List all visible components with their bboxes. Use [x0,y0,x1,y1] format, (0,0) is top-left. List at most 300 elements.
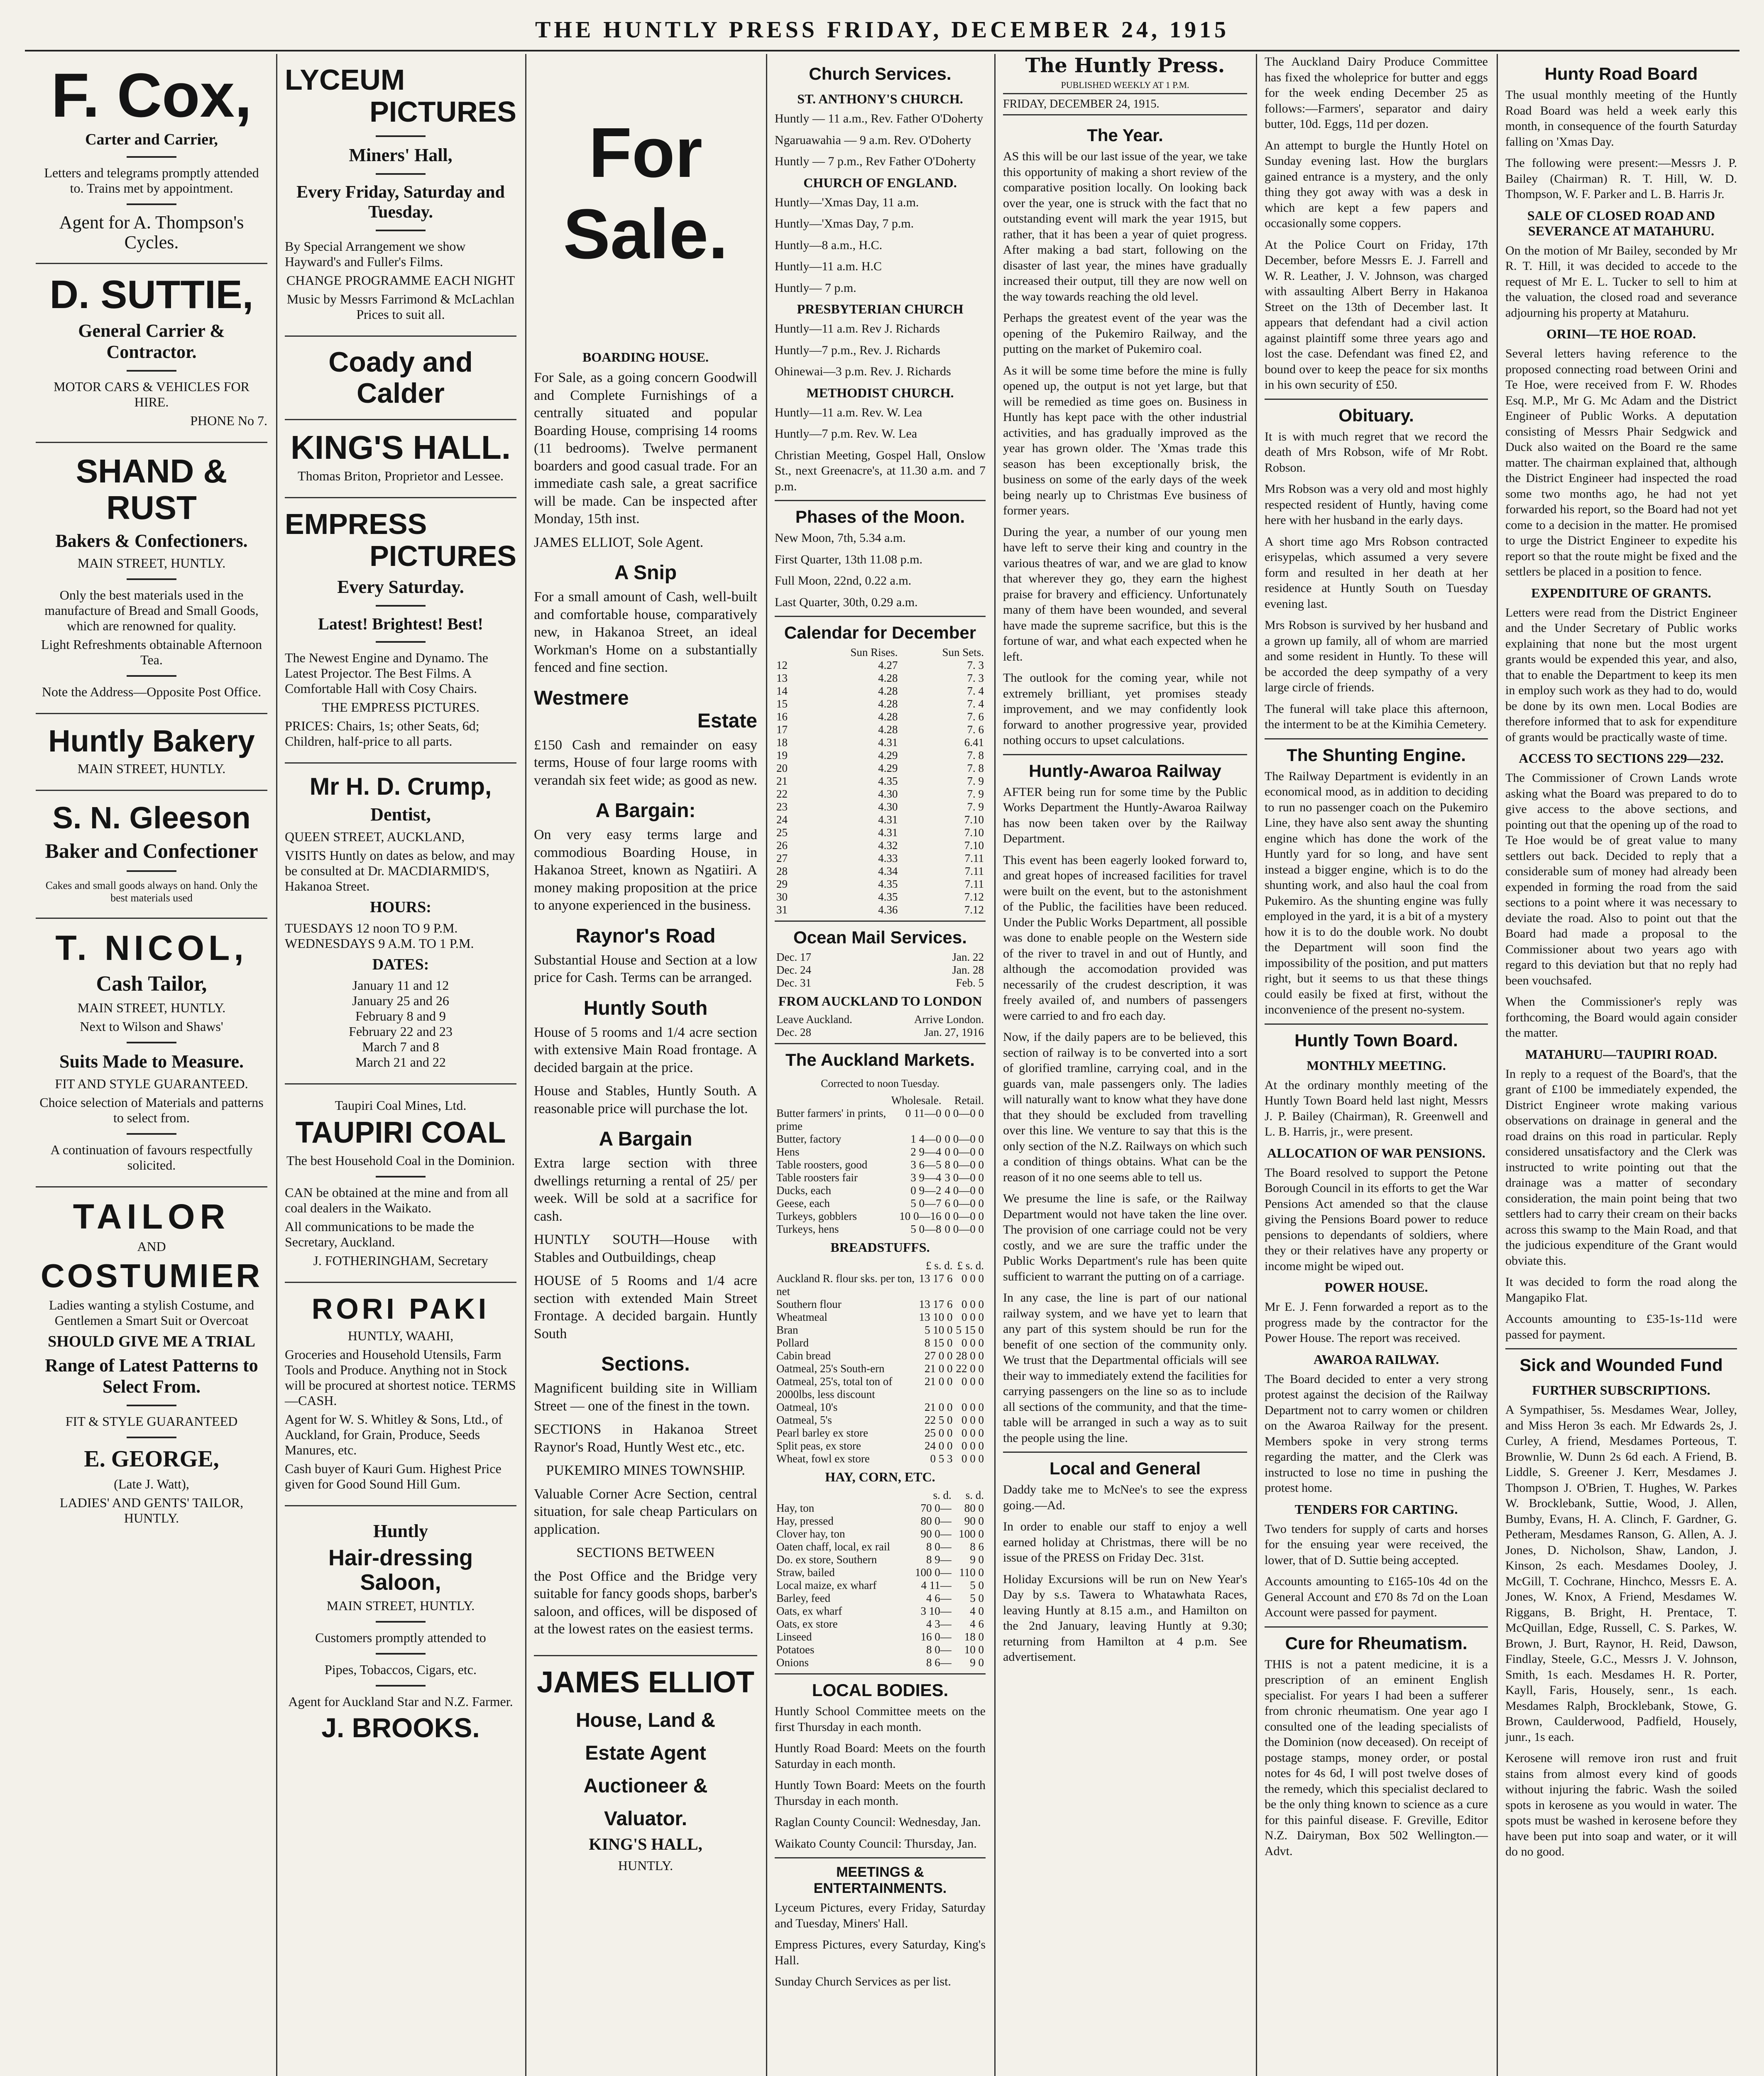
table-cell: Southern flour [776,1298,842,1310]
ad-title: RORI PAKI [311,1292,490,1325]
table-cell: 4.29 [878,749,898,761]
column-header: Arrive London. [914,1013,984,1026]
ad-text: Next to Wilson and Shaws' [80,1018,223,1034]
ad-text: Ladies wanting a stylish Costume, and Gentlemen a Smart Suit or Overcoat [49,1298,254,1328]
table-cell: 4.31 [878,826,898,839]
table-cell: 4.34 [878,865,898,877]
ad-title: J. BROOKS. [321,1712,480,1743]
table-cell: 0 0 0 [962,1452,984,1465]
table-cell: Wheatmeal [776,1311,827,1323]
table-cell: Onions [776,1656,809,1669]
table-cell: 70 0— [920,1502,952,1514]
sub-heading: MONTHLY MEETING. [1306,1058,1446,1073]
article-paragraph: The following were present:—Messrs J. P. Bailey (Chairman) R. T. Hill, W. D. Thompson, W. F. Parker and L. B. Harris Jr. [1505,156,1737,201]
table-cell: Barley, feed [776,1592,831,1604]
ad-kings-hall [285,420,516,498]
sub-heading: FURTHER SUBSCRIPTIONS. [1532,1383,1710,1398]
table-cell: 7. 4 [967,685,984,697]
table-cell: 27 0 0 [925,1349,953,1362]
table-cell: Ducks, each [776,1184,831,1197]
sub-heading: ALLOCATION OF WAR PENSIONS. [1267,1145,1485,1160]
article-paragraph: Now, if the daily papers are to be believed, this section of railway is to be converted into a sort of glorified tramline, carrying coal, and in the guards van, male passengers only. The ladies will naturally want to know what they have done that they should be excluded from travelling over this line. We venture to say that this is the only section of the N.Z. Railways on which such a condition of things obtains. What can be the reason of it no one seems able to tell us. [1003,1030,1247,1184]
table-cell: 7.11 [964,865,984,877]
article-paragraph: The Auckland Dairy Produce Committee has fixed the wholeprice for butter and eggs for the week ending December 25 as follows:—Farmers', separator and dairy butter, 10d. Eggs, 11d per dozen. [1265,55,1488,131]
article-paragraph: It is with much regret that we record the death of Mrs Robson, wife of Mr Robt. Robson. [1265,429,1488,475]
table-cell: 100 0— [915,1566,952,1579]
table-cell: Dec. 24 [776,964,811,976]
ad-text: Latest! Brightest! Best! [318,614,483,633]
table-cell: Dec. 17 [776,951,811,963]
table-row [775,672,986,685]
table-cell: 4 6— [926,1592,952,1604]
table-row [775,1528,986,1540]
listing-heading: Huntly South [583,997,708,1019]
article-paragraph: Mr E. J. Fenn forwarded a report as to the progress made by the contractor for the Power House. The report was received. [1265,1300,1488,1345]
ad-subtitle: Dentist, [370,804,431,825]
table-cell: 8 0— [926,1643,952,1656]
table-cell: 4.29 [878,762,898,774]
table-cell: Clover hay, ton [776,1528,845,1540]
ad-text: PRICES: Chairs, 1s; other Seats, 6d; Children, half-price to all parts. [285,718,480,749]
notice-line: First Quarter, 13th 11.08 p.m. [775,552,922,566]
notice-line: Ohinewai—3 p.m. Rev. J. Richards [775,365,951,378]
ad-text: Music by Messrs Farrimond & McLachlan Prices to suit all. [286,291,515,322]
ad-title: S. N. Gleeson [52,800,251,835]
table-cell: 7. 4 [967,698,984,710]
table-cell: 0 11—0 [905,1107,942,1119]
table-row [775,762,986,775]
article-paragraph: The Railway Department is evidently in an economical mood, as in addition to deciding to run no passenger coach on the Pukemiro Line, they have also sent away the shunting engine which has done the work of the Huntly yard for so long, and have sent instead a bigger engine, which is to do the shunting work, and also haul the coal from Pukemiro. As the shunting engine was fully employed in the yard, it is a bit of a mystery how it is to do the double work. No doubt the Department will soon find the impossibility of the position, and put matters right, but it seems to us that these things could easily be fixed at first, without the inconvenience of the present no-system. [1265,769,1488,1016]
table-cell: 29 [776,878,788,890]
table-row [775,1094,986,1107]
table-cell: 4.28 [878,672,898,684]
article-paragraph: Mrs Robson was a very old and most highly respected resident of Huntly, having come here with her husband in the early days. [1265,482,1488,527]
column-rule [1497,54,1498,2076]
table-row [775,698,986,710]
table-cell: 7.12 [964,903,984,916]
listing-text: JAMES ELLIOT, Sole Agent. [534,534,704,550]
table-cell: Straw, bailed [776,1566,835,1579]
listing-text: Valuable Corner Acre Section, central situation, for sale cheap Particulars on application. [534,1486,757,1537]
notice-line: Raglan County Council: Wednesday, Jan. [775,1815,981,1829]
column-5-editorial [996,54,1254,2076]
sub-heading: MATAHURU—TAUPIRI ROAD. [1525,1046,1718,1062]
column-4-notices [768,54,992,2076]
table-row [775,1362,986,1375]
article-paragraph: Daddy take me to McNee's to see the express going.—Ad. [1003,1483,1247,1512]
table-cell: 4.33 [878,852,898,864]
column-header: Sun Sets. [942,646,984,659]
table-cell: 4.31 [878,736,898,749]
table-cell: 0 0 0 [962,1375,984,1388]
table-row [775,1452,986,1465]
listing-text: PUKEMIRO MINES TOWNSHIP. [546,1463,745,1478]
ad-text: Valuator. [604,1807,687,1830]
ad-text: SHOULD GIVE ME A TRIAL [48,1333,255,1351]
table-row [775,710,986,723]
ad-text: MAIN STREET, HUNTLY. [77,761,226,776]
ad-title: E. GEORGE, [84,1446,219,1472]
article-paragraph: Perhaps the greatest event of the year was the opening of the Pukemiro Railway, and the putting on the market of Pukemiro coal. [1003,311,1247,356]
paper-title: The Huntly Press. [1025,54,1225,77]
table-row [775,1414,986,1427]
ad-text: Cash buyer of Kauri Gum. Highest Price given for Good Sound Hill Gum. [285,1461,502,1491]
table-cell: 80 0— [920,1515,952,1527]
ad-text: Only the best materials used in the manufacture of Bread and Small Goods, which are renowned for quality. [44,587,259,633]
table-row [775,1197,986,1210]
table-cell: Table roosters fair [776,1171,858,1184]
table-row [775,685,986,698]
table-cell: 28 [776,865,788,877]
table-row [775,1553,986,1566]
ad-subtitle: Cash Tailor, [96,972,207,996]
ad-crump [285,764,516,1085]
table-cell: 3 0—0 0 [944,1171,984,1184]
table-cell: Feb. 5 [956,977,984,989]
column-3-for-sale [527,54,764,2076]
divider [376,641,426,643]
column-rule [766,54,767,2076]
table-cell: 10 0 [964,1643,984,1656]
ad-text: Suits Made to Measure. [59,1051,244,1072]
table-cell: 4 11— [921,1579,952,1591]
notice-line: Huntly—'Xmas Day, 11 a.m. [775,195,919,209]
table-cell: 0 0—0 0 [944,1133,984,1145]
ad-text: THE EMPRESS PICTURES. [322,699,480,715]
table-cell: £ s. d. [925,1259,953,1272]
ad-text: (Late J. Watt), [114,1476,189,1492]
article-heading: Sick and Wounded Fund [1505,1348,1737,1378]
table-row [775,1630,986,1643]
divider [127,203,176,205]
table-cell: 0 0—0 0 [944,1107,984,1119]
table-row [775,1540,986,1553]
table-cell: 17 [776,723,788,736]
table-cell: 24 [776,813,788,826]
table-cell: 80 0 [964,1502,984,1514]
table-cell: 4.28 [878,698,898,710]
sub-heading: ORINI—TE HOE ROAD. [1546,326,1696,341]
article-heading: The Shunting Engine. [1265,738,1488,769]
article-paragraph: Two tenders for supply of carts and horses for the ensuing year were received, the lower, that of D. Suttie being accepted. [1265,1522,1488,1567]
listing-text: Magnificent building site in William Street — one of the finest in the town. [534,1381,757,1414]
ad-text: Customers promptly attended to [315,1630,486,1645]
divider [127,1405,176,1406]
markets-table [775,1094,986,1236]
listing-heading: A Snip [614,562,677,584]
article-paragraph: A Sympathiser, 5s. Mesdames Wear, Jolley, and Miss Heron 3s each. Mr Edwards 2s, J. Curley, A friend, Mesdames Porteous, T. Brownlie, W. Dunn 2s 6d each. A Friend, B. Liddle, S. Greener J. Kerr, Mesdames J. Thompson J. O'Brien, T. Hughes, W. Parkes W. Brocklebank, Suttie, Wood, J. Allen, Bumby, Evans, H. A. Clinch, F. Gardner, G. Petheram, Mesdames Ranson, G. Allen, A. J. Jones, D. Nicholson, Shaw, Landon, J. Kinson, 2s each. Mesdames Dooley, J. McGill, T. Cochrane, Hinchco, Messrs E. A. Jones, W. Knox, A Friend, Mesdames W. Riggans, B. Bright, H. Prentace, T. McQuillan, Edge, Russell, C. S. Parkes, W. Brown, J. Burt, Raynor, H. Reid, Dawson, Findlay, Steele, G.C., Messrs J. V. Johnson, Smith, 1s each. Mesdames H. R. Porter, Kayll, Faris, Housely, senr., 1s each. Mesdames Ralph, Brocklebank, Stowe, G. Brown, Caulderwood, Padfield, Housely, junr., 1s each. [1505,1403,1737,1744]
notice-line: Huntly Town Board: Meets on the fourth Thursday in each month. [775,1778,986,1808]
listing-text: On very easy terms large and commodious Boarding House, in Hakanoa Street, known as Ngatiiri. A money making proposition at the price to anyone experienced in the business. [534,827,757,913]
table-cell: 4.31 [878,813,898,826]
ad-text: Taupiri Coal Mines, Ltd. [335,1098,467,1113]
notice-line: Full Moon, 22nd, 0.22 a.m. [775,574,912,588]
article-paragraph: During the year, a number of our young men have left to serve their king and country in the various theatres of war, and we are glad to know that wherever they go, they earn the highest praise for bravery and efficiency. Unfortunately many of them have been wounded, and several have made the supreme sacrifice, but this is the fortune of war, and what each expected when he left. [1003,525,1247,663]
table-row [775,1592,986,1605]
ad-subtitle: Miners' Hall, [349,145,453,165]
article-heading: Local and General [1003,1452,1247,1482]
table-row [775,1158,986,1171]
table-row [775,1146,986,1158]
sub-heading: CHURCH OF ENGLAND. [803,175,957,190]
table-cell: 1 4—0 [910,1133,942,1145]
listing-heading: A Bargain [599,1128,692,1150]
ad-text: Choice selection of Materials and patterns to select from. [39,1094,264,1125]
table-cell: 21 [776,775,788,787]
publication-note: PUBLISHED WEEKLY AT 1 P.M. [1003,77,1247,94]
table-cell: 20 [776,762,788,774]
table-row [775,903,986,916]
table-cell: s. d. [965,1489,984,1501]
table-row [775,1656,986,1669]
issue-date: FRIDAY, DECEMBER 24, 1915. [1003,94,1247,115]
table-cell: 3 9—4 [910,1171,942,1184]
ad-title: SHAND & RUST [76,452,228,526]
table-cell: 7. 3 [967,672,984,684]
ad-title: T. NICOL, [55,928,248,968]
table-header [775,646,986,659]
ad-suttie [36,264,267,443]
ad-title: EMPRESS [285,507,427,540]
table-cell: 4 3— [926,1618,952,1630]
article-paragraph: Kerosene will remove iron rust and fruit stains from almost every kind of goods without injuring the fabric. Wash the soiled spots in kerosene as you would in water. The spots must be washed in kerosene before they have been put into soap and water, or it will do no good. [1505,1751,1737,1858]
table-row [775,1298,986,1311]
table-cell: 0 0 0 [962,1298,984,1310]
ad-text: HUNTLY, WAAHI, [347,1328,454,1343]
table-cell: 0 0 0 [962,1427,984,1439]
ad-text: TUESDAYS 12 noon TO 9 P.M. WEDNESDAYS 9 A.M. TO 1 P.M. [285,920,474,951]
table-cell: 0 0 0 [962,1414,984,1426]
divider [376,1653,426,1655]
ad-text: CHANGE PROGRAMME EACH NIGHT [286,273,515,288]
notice-line: Sunday Church Services as per list. [775,1975,951,1988]
table-cell: £ s. d. [957,1259,984,1272]
notice-line: Huntly — 7 p.m., Rev Father O'Doherty [775,154,976,168]
table-cell: s. d. [933,1489,952,1501]
table-row [775,1605,986,1618]
listing-text: SECTIONS in Hakanoa Street Raynor's Road, Huntly West etc., etc. [534,1422,757,1455]
table-cell: Split peas, ex store [776,1439,861,1452]
table-cell: Butter farmers' in prints, prime [776,1107,886,1132]
table-cell: 21 0 0 [925,1362,953,1375]
ad-subtitle: Carter and Carrier, [85,131,218,148]
table-cell: 18 [776,736,788,749]
table-cell: 7. 8 [967,762,984,774]
table-cell: Butter, factory [776,1133,842,1145]
divider [127,1437,176,1438]
notice-line: Waikato County Council: Thursday, Jan. [775,1836,977,1851]
column-header: Sun Rises. [850,646,898,659]
ad-nicol [36,919,267,1187]
ad-subtitle: Every Saturday. [337,576,464,597]
table-cell: 7. 3 [967,659,984,671]
listing-heading: Raynor's Road [575,925,716,947]
section-heading: Ocean Mail Services. [775,920,986,951]
table-cell: 7.11 [964,852,984,864]
table-cell: 7.10 [964,826,984,839]
article-paragraph: At the Police Court on Friday, 17th December, before Messrs E. J. Farrell and W. R. Leather, J. V. Johnson, was charged with assaulting Albert Berry in Hakanoa Street on the 13th of December last. It appears that defendant had a civil action against plaintiff some three years ago and lost the case. Defendant was fined £2, and bound over to keep the peace for six months in his own security of £50. [1265,237,1488,392]
table-cell: 27 [776,852,788,864]
divider [127,675,176,677]
ad-subtitle: Huntly [373,1520,428,1541]
ad-text: Cakes and small goods always on hand. Only the best materials used [45,879,258,904]
calendar-rows [775,659,986,916]
table-row [775,1515,986,1528]
table-cell: 22 [776,788,788,800]
table-cell: 13 [776,672,788,684]
listing-text: House of 5 rooms and 1/4 acre section with extensive Main Road frontage. A decided bargain at the price. [534,1024,757,1075]
london-table [775,1013,986,1039]
table-cell: Oatmeal, 25's South-ern [776,1362,885,1375]
ad-title: TAILOR [73,1197,230,1236]
article-paragraph: THIS is not a patent medicine, it is a prescription of an eminent English specialist. For years I had been a sufferer from chronic rheumatism. One year ago I consulted one of the leading specialists of the Dominion (now deceased). On receipt of postage stamps, money order, or postal notes for 4s 6d, I will post twelve doses of the remedy, which this specialist declared to be the only thing known to science as a cure for this painful disease. F. Greville, Editor N.Z. Dairyman, Box 502 Wellington.—Advt. [1265,1657,1488,1858]
table-row [775,1579,986,1592]
table-row [775,1311,986,1324]
table-cell: Oatmeal, 25's, total ton of 2000lbs, less discount [776,1375,893,1400]
table-cell: 7. 9 [967,801,984,813]
ad-text: QUEEN STREET, AUCKLAND, [285,829,465,845]
table-cell: 21 0 0 [925,1375,953,1388]
table-cell: Pollard [776,1337,809,1349]
table-row [775,1349,986,1362]
table-cell: 90 0— [920,1528,952,1540]
article-paragraph: The Board resolved to support the Petone Borough Council in its efforts to get the War Pensions Act amended so that the clause giving the Pensions Board power to reduce pensions to dependants of soldiers, where they or their relatives have any property or income might be wiped out. [1265,1165,1488,1273]
table-cell: Turkeys, hens [776,1223,839,1235]
table-cell: 22 0 0 [956,1362,984,1375]
ad-huntly-bakery [36,714,267,791]
table-cell: Auckland R. flour sks. per ton, net [776,1272,915,1298]
table-cell: 6.41 [964,736,984,749]
sub-heading: ACCESS TO SECTIONS 229—232. [1519,751,1724,766]
ad-text: Agent for Auckland Star and N.Z. Farmer. [288,1694,513,1709]
table-cell: 0 9—2 [910,1184,942,1197]
table-cell: 21 0 0 [925,1401,953,1413]
ad-text: Range of Latest Patterns to Select From. [45,1355,258,1397]
table-cell: 90 0 [964,1515,984,1527]
sub-heading: EXPENDITURE OF GRANTS. [1531,585,1711,600]
notice-line: Empress Pictures, every Saturday, King's Hall. [775,1938,986,1967]
section-heading: BOARDING HOUSE. [582,350,709,365]
article-heading: Obituary. [1265,399,1488,429]
table-row [775,1210,986,1223]
ad-text: Every Friday, Saturday and Tuesday. [296,183,505,222]
table-cell: 9 0 [970,1656,984,1669]
ad-text: By Special Arrangement we show Hayward's and Fuller's Films. [285,239,466,269]
table-cell: 19 [776,749,788,761]
table-cell: 0 0 0 [962,1337,984,1349]
table-row [775,1489,986,1502]
table-cell: 12 [776,659,788,671]
section-heading: Phases of the Moon. [775,500,986,530]
column-header: Leave Auckland. [776,1013,852,1026]
ad-title: F. Cox, [51,60,252,130]
table-row [775,813,986,826]
table-cell: 16 0— [920,1630,952,1643]
table-cell: 4.35 [878,891,898,903]
table-row [775,1375,986,1401]
table-cell: 5 0 [970,1592,984,1604]
table-cell: 25 [776,826,788,839]
table-row [775,1401,986,1414]
article-paragraph: In reply to a request of the Board's, that the grant of £100 be immediately expended, the District Engineer wrote making various observations on drainage in general and the road drains on this road in particular. Reply considered unsatisfactory and the Clerk was instructed to write pointing out that the drainage was a matter of secondary consideration, the main point being that two settlers had to carry their cream on their backs across this swamp to the Main Road, and that the judicious expenditure of the Grant would obviate this. [1505,1067,1737,1268]
table-cell: Linseed [776,1630,812,1643]
table-cell: 4.30 [878,801,898,813]
table-cell: 6 0—0 0 [944,1197,984,1209]
table-cell [775,1094,890,1107]
section-heading: The Auckland Markets. [775,1043,986,1073]
listing-text: Substantial House and Section at a low price for Cash. Terms can be arranged. [534,952,757,985]
table-cell: 8 0— [926,1540,952,1553]
article-paragraph: Accounts amounting to £35-1s-11d were passed for payment. [1505,1312,1737,1342]
table-cell: Hay, ton [776,1502,815,1514]
table-cell: 8 9— [926,1553,952,1566]
ad-text: VISITS Huntly on dates as below, and may be consulted at Dr. MACDIARMID'S, Hakanoa Street. [285,848,515,894]
table-cell: 4.28 [878,685,898,697]
table-cell: Local maize, ex wharf [776,1579,877,1591]
table-row [775,801,986,813]
notice-line: Christian Meeting, Gospel Hall, Onslow St., next Greenacre's, at 11.30 a.m. and 7 p.m. [775,448,986,493]
divider [376,135,426,137]
sub-heading: PRESBYTERIAN CHURCH [797,301,964,316]
table-row [775,1171,986,1184]
ad-text: All communications to be made the Secretary, Auckland. [285,1219,474,1249]
notice-line: Lyceum Pictures, every Friday, Saturday and Tuesday, Miners' Hall. [775,1901,986,1930]
notice-line: Huntly—8 a.m., H.C. [775,238,883,252]
table-cell: Turkeys, gobblers [776,1210,857,1222]
table-row [775,723,986,736]
table-row [775,1133,986,1146]
table-row [775,977,986,989]
sub-heading: HAY, CORN, ETC. [825,1469,935,1484]
table-cell: 9 0 [970,1553,984,1566]
date-row: February 22 and 23 [349,1024,453,1039]
ad-text: DATES: [372,956,429,974]
ad-text: Estate Agent [585,1742,706,1764]
table-cell: 13 17 6 [919,1298,953,1310]
table-row [775,749,986,762]
ad-text: CAN be obtained at the mine and from all coal dealers in the Waikato. [285,1185,509,1215]
notice-line: New Moon, 7th, 5.34 a.m. [775,531,906,545]
article-paragraph: Mrs Robson is survived by her husband and a grown up family, all of whom are married and some resident in Huntly. To these will be accorded the deep sympathy of a very large circle of friends. [1265,618,1488,694]
sub-heading: Corrected to noon Tuesday. [821,1077,939,1089]
section-heading: MEETINGS & ENTERTAINMENTS. [775,1857,986,1900]
table-cell: Jan. 28 [952,964,984,976]
table-cell: 4.28 [878,723,898,736]
table-cell: 0 0 0 [962,1439,984,1452]
table-row [775,736,986,749]
table-row [775,1618,986,1630]
table-cell: 4.32 [878,839,898,852]
ad-gleeson [36,791,267,919]
table-cell: Do. ex store, Southern [776,1553,877,1566]
listing-text: Extra large section with three dwellings returning a rental of 25/ per week. Will be sold at a sacrifice for cash. [534,1156,757,1224]
ad-text: Light Refreshments obtainable Afternoon Tea. [41,637,262,667]
article-paragraph: On the motion of Mr Bailey, seconded by Mr R. T. Hill, it was decided to accede to the request of Mr E. L. Tucker to sell to him at the valuation, the closed road and severance adjourning his property at Matahuru. [1505,243,1737,320]
table-cell: 4.27 [878,659,898,671]
divider [127,370,176,372]
table-cell: Dec. 31 [776,977,811,989]
table-cell: Jan. 22 [952,951,984,963]
column-2-ads [278,54,523,2076]
sub-heading: ST. ANTHONY'S CHURCH. [797,91,963,106]
table-cell: Oaten chaff, local, ex rail [776,1540,890,1553]
listing-text: House and Stables, Huntly South. A reasonable price will purchase the lot. [534,1083,757,1116]
masthead: THE HUNTLY PRESS FRIDAY, DECEMBER 24, 1915 [25,17,1740,51]
table-cell: Pearl barley ex store [776,1427,869,1439]
article-paragraph: The Commissioner of Crown Lands wrote asking what the Board was prepared to do to give access to the above sections, and pointing out that the opening up of the road to Te Hoe would be of great value to many settlers out back. Decided to reply that a considerable sum of money had already been expended in forming the road from the said sections to a point where it was necessary to deviate the road. Also to point out that the Board had made a proposal to the Commissioner about two years ago with regard to this deviation but that no reply had been vouchsafed. [1505,771,1737,987]
table-cell: 5 0—7 [910,1197,942,1209]
article-heading: Cure for Rheumatism. [1265,1626,1488,1657]
